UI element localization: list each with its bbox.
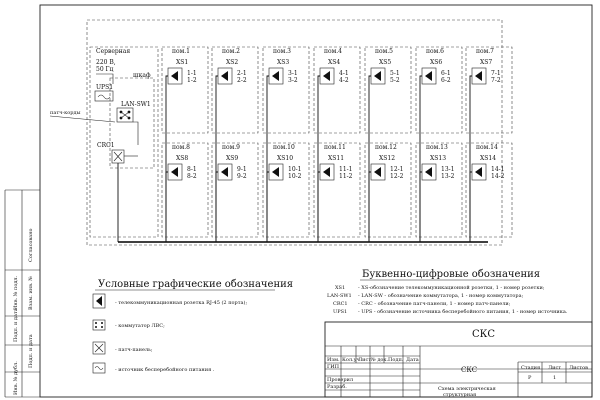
- tb-header-docno: № док.: [371, 357, 389, 363]
- letter-legend-text-4: - UPS - обозначение источника бесперебойного питания, 1 - номер источника.: [358, 309, 568, 315]
- socket-symbol: [425, 71, 432, 81]
- room-label: пом.10: [273, 144, 295, 151]
- socket-label: XS7: [480, 59, 493, 66]
- tb-header-count: Кол.уч: [342, 357, 360, 363]
- port-label: 11-1: [339, 166, 353, 173]
- legend-switch-text: - коммутатор ЛВС;: [115, 323, 165, 329]
- tb-header-sign: Подп.: [388, 357, 404, 363]
- socket-label: XS6: [430, 59, 443, 66]
- port-label: 13-1: [441, 166, 455, 173]
- port-label: 2-1: [237, 70, 247, 77]
- cable-run: [318, 172, 320, 242]
- port-label: 3-1: [288, 70, 298, 77]
- stamp-agreed: Согласовано: [28, 228, 34, 262]
- cable-run: [166, 172, 168, 242]
- tb-row-author: Разраб.: [327, 384, 347, 390]
- stamp-replaced-inv: Взам. инв. №: [28, 276, 34, 310]
- switch-label: LAN-SW1: [121, 101, 151, 108]
- room-label: пом.8: [172, 144, 191, 151]
- port-label: 5-1: [390, 70, 400, 77]
- port-label: 5-2: [390, 77, 400, 84]
- stamp-inv-no: Инв. № подл.: [13, 275, 19, 310]
- ups-label: UPS1: [96, 84, 114, 91]
- socket-symbol: [272, 167, 279, 177]
- tb-sheet-header: Лист: [548, 365, 562, 371]
- socket-symbol: [323, 167, 330, 177]
- patch-cords-label: патч-корды: [50, 110, 81, 116]
- stamp-sign-date: Подп. и дата: [13, 308, 19, 342]
- port-label: 1-1: [187, 70, 197, 77]
- patch-panel-icon: [112, 150, 124, 163]
- tb-description-2: структурная: [443, 392, 477, 398]
- cable-run: [267, 172, 269, 242]
- socket-label: XS5: [379, 59, 392, 66]
- tb-description-1: Схема электрическая: [438, 386, 496, 392]
- letter-legend-code-1: XS1: [335, 285, 346, 291]
- socket-symbol: [475, 71, 482, 81]
- letter-legend-text-1: - XS-обозначение телекоммуникационной розетки, 1 - номер розетки;: [358, 285, 545, 291]
- port-label: 10-2: [288, 173, 302, 180]
- cable-run: [470, 172, 472, 242]
- tb-header-change: Изм.: [327, 357, 340, 363]
- cabinet-label: шкаф: [133, 72, 151, 79]
- socket-label: XS10: [277, 155, 294, 162]
- port-label: 3-2: [288, 77, 298, 84]
- socket-symbol: [425, 167, 432, 177]
- socket-label: XS3: [277, 59, 290, 66]
- port-label: 7-1: [491, 70, 501, 77]
- title-block-code: СКС: [472, 329, 496, 340]
- port-label: 4-1: [339, 70, 349, 77]
- socket-label: XS4: [328, 59, 341, 66]
- port-label: 1-2: [187, 77, 197, 84]
- port-label: 10-1: [288, 166, 302, 173]
- patch-panel-label: CRC1: [97, 142, 115, 149]
- tb-row-checked: Проверил: [327, 377, 354, 383]
- port-label: 12-2: [390, 173, 404, 180]
- port-label: 8-1: [187, 166, 197, 173]
- voltage-label: 220 В,: [96, 59, 116, 66]
- tb-stage-value: Р: [528, 375, 532, 381]
- port-label: 11-2: [339, 173, 353, 180]
- legend-switch-icon: [93, 320, 105, 330]
- port-label: 12-1: [390, 166, 404, 173]
- room-label: пом.3: [273, 48, 292, 55]
- legend-socket-text: - телекоммуникационная розетка RJ-45 (2 порта);: [115, 300, 248, 306]
- socket-symbol: [221, 167, 228, 177]
- room-label: пом.7: [476, 48, 495, 55]
- port-label: 6-1: [441, 70, 451, 77]
- tb-sheet-value: 1: [553, 375, 557, 381]
- tb-header-sheet: Лист: [358, 357, 372, 363]
- tb-header-date: Дата: [406, 357, 419, 363]
- cable-run: [420, 172, 422, 242]
- port-label: 13-2: [441, 173, 455, 180]
- room-label: пом.1: [172, 48, 191, 55]
- letter-legend-text-2: - LAN-SW - обозначение коммутатора, 1 - номер коммутатора;: [358, 293, 524, 299]
- room-label: пом.2: [222, 48, 241, 55]
- title-block-name: СКС: [461, 366, 478, 374]
- socket-symbol: [171, 167, 178, 177]
- tb-stage-header: Стадия: [521, 365, 541, 371]
- port-label: 6-2: [441, 77, 451, 84]
- port-label: 2-2: [237, 77, 247, 84]
- port-label: 9-1: [237, 166, 247, 173]
- cable-run: [216, 172, 218, 242]
- socket-label: XS2: [226, 59, 239, 66]
- socket-symbol: [374, 71, 381, 81]
- legend-patch-panel-icon: [93, 342, 105, 354]
- socket-symbol: [475, 167, 482, 177]
- room-label: пом.6: [426, 48, 445, 55]
- room-label: пом.14: [476, 144, 498, 151]
- graphic-legend-title: Условные графические обозначения: [98, 279, 294, 290]
- legend-socket-icon: [93, 294, 105, 308]
- socket-symbol: [374, 167, 381, 177]
- stamp-inv-dup: Инв. № дубл.: [13, 361, 19, 395]
- room-label: пом.11: [324, 144, 346, 151]
- socket-label: XS14: [480, 155, 497, 162]
- socket-label: XS8: [176, 155, 189, 162]
- port-label: 7-2: [491, 77, 501, 84]
- server-room-title: Серверная: [96, 48, 131, 55]
- stamp-sign-date-2: Подп. и дата: [28, 334, 34, 368]
- port-label: 4-2: [339, 77, 349, 84]
- room-label: пом.12: [375, 144, 397, 151]
- cable-run: [369, 172, 371, 242]
- socket-symbol: [171, 71, 178, 81]
- switch-icon: [117, 108, 133, 122]
- socket-symbol: [323, 71, 330, 81]
- legend-patch-panel-text: - патч-панель;: [115, 347, 153, 353]
- frequency-label: 50 Гц: [96, 66, 114, 73]
- letter-legend-text-3: - CRC - обозначение патч-панели, 1 - номер патч-панели;: [358, 301, 511, 307]
- port-label: 14-1: [491, 166, 505, 173]
- letter-legend-title: Буквенно-цифровые обозначения: [362, 269, 541, 280]
- socket-symbol: [221, 71, 228, 81]
- socket-label: XS1: [176, 59, 189, 66]
- socket-label: XS9: [226, 155, 239, 162]
- letter-legend-code-2: LAN-SW1: [327, 293, 352, 299]
- room-label: пом.4: [324, 48, 343, 55]
- room-label: пом.5: [375, 48, 394, 55]
- port-label: 14-2: [491, 173, 505, 180]
- port-label: 8-2: [187, 173, 197, 180]
- letter-legend-code-3: CRC1: [333, 301, 348, 307]
- legend-ups-icon: [93, 363, 105, 373]
- room-label: пом.13: [426, 144, 448, 151]
- letter-legend-code-4: UPS1: [333, 309, 348, 315]
- tb-row-chief: ГИП: [327, 364, 340, 370]
- sheet-frame: [40, 5, 592, 397]
- legend-ups-text: - источник бесперебойного питания .: [115, 367, 215, 373]
- socket-symbol: [272, 71, 279, 81]
- rooms-layer: [162, 47, 512, 242]
- room-label: пом.9: [222, 144, 241, 151]
- tb-sheets-header: Листов: [569, 365, 588, 371]
- socket-label: XS11: [328, 155, 345, 162]
- socket-label: XS13: [430, 155, 447, 162]
- socket-label: XS12: [379, 155, 396, 162]
- port-label: 9-2: [237, 173, 247, 180]
